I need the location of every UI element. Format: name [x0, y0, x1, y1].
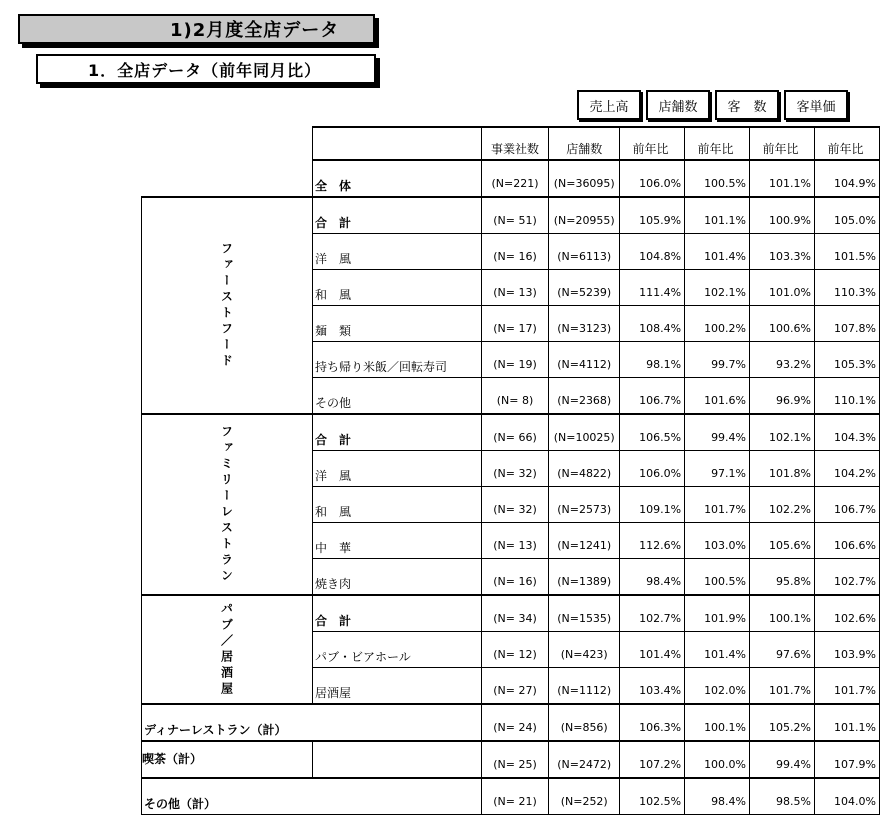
stores-yoy: 101.7%	[685, 487, 750, 523]
customers-yoy: 93.2%	[750, 342, 815, 378]
subcategory-label: 合 計	[313, 595, 482, 632]
customers-yoy: 98.5%	[750, 778, 815, 815]
avg-spend-yoy: 102.7%	[814, 559, 879, 596]
customers-yoy: 105.2%	[750, 704, 815, 741]
store-count: (N=5239)	[549, 270, 620, 306]
company-count: (N= 19)	[481, 342, 549, 378]
subcategory-label: 焼き肉	[313, 559, 482, 596]
sales-yoy: 106.0%	[620, 160, 685, 197]
avg-spend-yoy: 107.8%	[814, 306, 879, 342]
store-count: (N=3123)	[549, 306, 620, 342]
stores-yoy: 100.5%	[685, 559, 750, 596]
customers-yoy: 97.6%	[750, 632, 815, 668]
sales-yoy: 105.9%	[620, 197, 685, 234]
category-total-label: その他（計）	[142, 778, 482, 815]
store-count: (N=2573)	[549, 487, 620, 523]
table-row	[142, 414, 880, 451]
stores-yoy: 99.4%	[685, 414, 750, 451]
customers-yoy: 95.8%	[750, 559, 815, 596]
customers-yoy: 103.3%	[750, 234, 815, 270]
customers-yoy: 99.4%	[750, 741, 815, 778]
category-label: 喫茶（計）	[142, 741, 313, 778]
col-header-companies: 事業社数	[481, 127, 549, 160]
company-count: (N= 12)	[481, 632, 549, 668]
company-count: (N= 51)	[481, 197, 549, 234]
table-row	[142, 595, 880, 632]
company-count: (N= 8)	[481, 378, 549, 415]
company-count: (N= 16)	[481, 559, 549, 596]
store-count: (N=252)	[549, 778, 620, 815]
store-count: (N=6113)	[549, 234, 620, 270]
section-title: 1．全店データ（前年同月比）	[36, 54, 376, 84]
category-label	[142, 197, 313, 414]
category-label-text: ファーストフード	[219, 241, 234, 370]
col-header-stores: 店舗数	[549, 127, 620, 160]
sales-yoy: 108.4%	[620, 306, 685, 342]
customers-yoy: 102.1%	[750, 414, 815, 451]
col-header-yoy: 前年比	[814, 127, 879, 160]
stores-yoy: 103.0%	[685, 523, 750, 559]
stores-yoy: 100.0%	[685, 741, 750, 778]
stores-yoy: 100.1%	[685, 704, 750, 741]
customers-yoy: 102.2%	[750, 487, 815, 523]
category-label-text: ファミリーレストラン	[219, 424, 234, 585]
company-count: (N=221)	[481, 160, 549, 197]
avg-spend-yoy: 106.6%	[814, 523, 879, 559]
customers-yoy: 101.8%	[750, 451, 815, 487]
category-label-text: パブ／居酒屋	[219, 601, 234, 698]
category-total-label: ディナーレストラン（計）	[142, 704, 482, 741]
subcategory-label: 洋 風	[313, 234, 482, 270]
stores-yoy: 101.1%	[685, 197, 750, 234]
customers-yoy: 100.6%	[750, 306, 815, 342]
store-count: (N=1241)	[549, 523, 620, 559]
avg-spend-yoy: 105.0%	[814, 197, 879, 234]
table-row	[142, 741, 880, 778]
subcategory-label: 洋 風	[313, 451, 482, 487]
customers-yoy: 96.9%	[750, 378, 815, 415]
company-count: (N= 16)	[481, 234, 549, 270]
avg-spend-yoy: 110.1%	[814, 378, 879, 415]
sales-yoy: 111.4%	[620, 270, 685, 306]
sales-yoy: 103.4%	[620, 668, 685, 705]
store-data-table	[141, 126, 880, 815]
subcategory-label: その他	[313, 378, 482, 415]
table-header-row	[142, 127, 880, 160]
sales-yoy: 106.3%	[620, 704, 685, 741]
category-label	[142, 414, 313, 595]
avg-spend-yoy: 102.6%	[814, 595, 879, 632]
sales-yoy: 98.1%	[620, 342, 685, 378]
store-count: (N=2472)	[549, 741, 620, 778]
company-count: (N= 27)	[481, 668, 549, 705]
avg-spend-yoy: 101.1%	[814, 704, 879, 741]
table-row	[142, 197, 880, 234]
avg-spend-yoy: 104.9%	[814, 160, 879, 197]
store-count: (N=10025)	[549, 414, 620, 451]
stores-yoy: 101.4%	[685, 632, 750, 668]
stores-yoy: 97.1%	[685, 451, 750, 487]
company-count: (N= 34)	[481, 595, 549, 632]
category-label	[142, 595, 313, 704]
subcategory-label: 合 計	[313, 414, 482, 451]
store-count: (N=856)	[549, 704, 620, 741]
subcategory-label: 合 計	[313, 197, 482, 234]
stores-yoy: 101.4%	[685, 234, 750, 270]
customers-yoy: 101.7%	[750, 668, 815, 705]
sales-yoy: 112.6%	[620, 523, 685, 559]
sales-yoy: 106.5%	[620, 414, 685, 451]
sales-yoy: 106.0%	[620, 451, 685, 487]
subcategory-label: 和 風	[313, 487, 482, 523]
sales-yoy: 102.7%	[620, 595, 685, 632]
stores-yoy: 102.1%	[685, 270, 750, 306]
subcategory-label: 持ち帰り米飯／回転寿司	[313, 342, 482, 378]
table-row	[142, 778, 880, 815]
metric-header-stores: 店舗数	[646, 90, 710, 120]
customers-yoy: 100.1%	[750, 595, 815, 632]
avg-spend-yoy: 103.9%	[814, 632, 879, 668]
avg-spend-yoy: 106.7%	[814, 487, 879, 523]
subcategory-label: 全 体	[313, 160, 482, 197]
table-row	[142, 160, 880, 197]
company-count: (N= 13)	[481, 270, 549, 306]
sales-yoy: 101.4%	[620, 632, 685, 668]
col-header-yoy: 前年比	[750, 127, 815, 160]
store-count: (N=423)	[549, 632, 620, 668]
store-count: (N=4822)	[549, 451, 620, 487]
subcategory-label: パブ・ビアホール	[313, 632, 482, 668]
col-header-yoy: 前年比	[685, 127, 750, 160]
avg-spend-yoy: 110.3%	[814, 270, 879, 306]
avg-spend-yoy: 105.3%	[814, 342, 879, 378]
customers-yoy: 101.0%	[750, 270, 815, 306]
store-count: (N=36095)	[549, 160, 620, 197]
company-count: (N= 17)	[481, 306, 549, 342]
page-title: 1)2月度全店データ	[18, 14, 375, 44]
stores-yoy: 99.7%	[685, 342, 750, 378]
store-count: (N=1389)	[549, 559, 620, 596]
customers-yoy: 101.1%	[750, 160, 815, 197]
customers-yoy: 105.6%	[750, 523, 815, 559]
avg-spend-yoy: 101.7%	[814, 668, 879, 705]
company-count: (N= 21)	[481, 778, 549, 815]
avg-spend-yoy: 107.9%	[814, 741, 879, 778]
avg-spend-yoy: 104.2%	[814, 451, 879, 487]
subcategory-label: 和 風	[313, 270, 482, 306]
company-count: (N= 32)	[481, 487, 549, 523]
sales-yoy: 102.5%	[620, 778, 685, 815]
store-count: (N=4112)	[549, 342, 620, 378]
metric-header-sales: 売上高	[577, 90, 641, 120]
subcategory-label: 居酒屋	[313, 668, 482, 705]
company-count: (N= 13)	[481, 523, 549, 559]
avg-spend-yoy: 101.5%	[814, 234, 879, 270]
subcategory-label	[313, 741, 482, 778]
metric-header-customers: 客 数	[715, 90, 779, 120]
company-count: (N= 25)	[481, 741, 549, 778]
sales-yoy: 104.8%	[620, 234, 685, 270]
store-count: (N=2368)	[549, 378, 620, 415]
stores-yoy: 101.9%	[685, 595, 750, 632]
sales-yoy: 106.7%	[620, 378, 685, 415]
stores-yoy: 101.6%	[685, 378, 750, 415]
customers-yoy: 100.9%	[750, 197, 815, 234]
company-count: (N= 32)	[481, 451, 549, 487]
store-count: (N=20955)	[549, 197, 620, 234]
store-count: (N=1535)	[549, 595, 620, 632]
table-row	[142, 704, 880, 741]
metric-header-avg-spend: 客単価	[784, 90, 848, 120]
subcategory-label: 麺 類	[313, 306, 482, 342]
stores-yoy: 102.0%	[685, 668, 750, 705]
avg-spend-yoy: 104.3%	[814, 414, 879, 451]
subcategory-label: 中 華	[313, 523, 482, 559]
stores-yoy: 98.4%	[685, 778, 750, 815]
stores-yoy: 100.5%	[685, 160, 750, 197]
company-count: (N= 24)	[481, 704, 549, 741]
store-count: (N=1112)	[549, 668, 620, 705]
col-header-yoy: 前年比	[620, 127, 685, 160]
avg-spend-yoy: 104.0%	[814, 778, 879, 815]
sales-yoy: 109.1%	[620, 487, 685, 523]
company-count: (N= 66)	[481, 414, 549, 451]
stores-yoy: 100.2%	[685, 306, 750, 342]
sales-yoy: 98.4%	[620, 559, 685, 596]
sales-yoy: 107.2%	[620, 741, 685, 778]
